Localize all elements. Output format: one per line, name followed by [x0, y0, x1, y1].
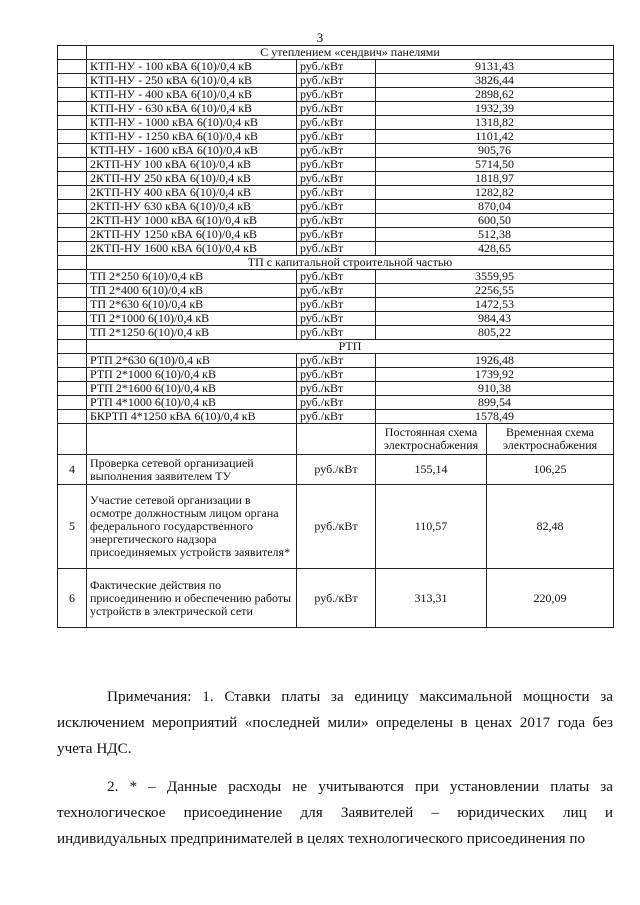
num-cell: [58, 382, 87, 396]
item-name: Проверка сетевой организацией выполнения заявителем ТУ: [87, 455, 297, 485]
table-row: [58, 228, 614, 242]
table-row: [58, 186, 614, 200]
permanent-value: 313,31: [376, 569, 487, 628]
item-name: 2КТП-НУ 1250 кВА 6(10)/0,4 кВ: [87, 228, 297, 242]
price-value: 1818,97: [376, 172, 614, 186]
item-name: РТП 2*1600 6(10)/0,4 кВ: [87, 382, 297, 396]
unit-cell: руб./кВт: [297, 102, 376, 116]
item-name: ТП 2*400 6(10)/0,4 кВ: [87, 284, 297, 298]
table-row: [58, 130, 614, 144]
num-cell: [58, 242, 87, 256]
unit-cell: руб./кВт: [297, 200, 376, 214]
num-cell: [58, 144, 87, 158]
unit-cell: руб./кВт: [297, 485, 376, 569]
unit-cell: руб./кВт: [297, 186, 376, 200]
section-title: С утеплением «сендвич» панелями: [87, 46, 614, 60]
unit-cell: руб./кВт: [297, 172, 376, 186]
num-cell: [58, 116, 87, 130]
price-value: 2256,55: [376, 284, 614, 298]
num-cell: [58, 74, 87, 88]
price-value: 1578,49: [376, 410, 614, 424]
section-title: РТП: [87, 340, 614, 354]
item-name: 2КТП-НУ 250 кВА 6(10)/0,4 кВ: [87, 172, 297, 186]
table-row: [58, 172, 614, 186]
price-value: 428,65: [376, 242, 614, 256]
price-value: 870,04: [376, 200, 614, 214]
unit-cell: руб./кВт: [297, 326, 376, 340]
numbered-row: [58, 455, 614, 485]
table-row: [58, 312, 614, 326]
note-2: 2. * – Данные расходы не учитываются при установлении платы за технологическое присоединение для Заявителей – юридических лиц и индивидуальных предпринимателей в целях технологического присоединения по: [57, 778, 613, 847]
price-value: 1101,42: [376, 130, 614, 144]
num-cell: [58, 270, 87, 284]
table-row: [58, 354, 614, 368]
price-value: 1739,92: [376, 368, 614, 382]
num-cell: [58, 130, 87, 144]
table-row: [58, 368, 614, 382]
unit-cell: руб./кВт: [297, 130, 376, 144]
price-value: 805,22: [376, 326, 614, 340]
price-value: 600,50: [376, 214, 614, 228]
price-value: 1282,82: [376, 186, 614, 200]
item-name: КТП-НУ - 100 кВА 6(10)/0,4 кВ: [87, 60, 297, 74]
price-value: 899,54: [376, 396, 614, 410]
table-row: [58, 74, 614, 88]
table-row: [58, 158, 614, 172]
table-row: [58, 144, 614, 158]
price-value: 1318,82: [376, 116, 614, 130]
price-value: 2898,62: [376, 88, 614, 102]
item-name: БКРТП 4*1250 кВА 6(10)/0,4 кВ: [87, 410, 297, 424]
item-name: КТП-НУ - 1000 кВА 6(10)/0,4 кВ: [87, 116, 297, 130]
item-name: КТП-НУ - 1600 кВА 6(10)/0,4 кВ: [87, 144, 297, 158]
unit-cell: руб./кВт: [297, 228, 376, 242]
table-row: [58, 298, 614, 312]
permanent-value: 110,57: [376, 485, 487, 569]
unit-cell: руб./кВт: [297, 214, 376, 228]
unit-cell: руб./кВт: [297, 569, 376, 628]
item-name: 2КТП-НУ 1000 кВА 6(10)/0,4 кВ: [87, 214, 297, 228]
num-cell: [58, 312, 87, 326]
page-number: 3: [316, 30, 324, 45]
note-1: Примечания: 1. Ставки платы за единицу максимальной мощности за исключением мероприятий «последней мили» определены в ценах 2017 года без учета НДС.: [57, 688, 613, 757]
unit-cell: руб./кВт: [297, 284, 376, 298]
item-name: КТП-НУ - 630 кВА 6(10)/0,4 кВ: [87, 102, 297, 116]
table-row: [58, 270, 614, 284]
price-value: 1926,48: [376, 354, 614, 368]
item-name: РТП 4*1000 6(10)/0,4 кВ: [87, 396, 297, 410]
price-value: 3826,44: [376, 74, 614, 88]
num-cell: [58, 298, 87, 312]
permanent-value: 155,14: [376, 455, 487, 485]
price-value: 512,38: [376, 228, 614, 242]
table-row: [58, 284, 614, 298]
column-header-row: [58, 424, 614, 455]
item-name: 2КТП-НУ 400 кВА 6(10)/0,4 кВ: [87, 186, 297, 200]
row-number: 5: [58, 485, 87, 569]
num-cell: [58, 396, 87, 410]
num-cell: [58, 368, 87, 382]
section-header-row: [58, 340, 614, 354]
unit-cell: руб./кВт: [297, 270, 376, 284]
num-cell: [58, 46, 87, 60]
table-row: [58, 88, 614, 102]
item-name: КТП-НУ - 1250 кВА 6(10)/0,4 кВ: [87, 130, 297, 144]
item-name: 2КТП-НУ 100 кВА 6(10)/0,4 кВ: [87, 158, 297, 172]
num-cell: [58, 340, 87, 354]
tariff-table-body: [58, 46, 614, 628]
unit-cell: руб./кВт: [297, 144, 376, 158]
header-temporary: Временная схема электроснабжения: [487, 424, 614, 455]
price-value: 5714,50: [376, 158, 614, 172]
price-value: 910,38: [376, 382, 614, 396]
num-cell: [58, 172, 87, 186]
table-row: [58, 410, 614, 424]
row-number: 4: [58, 455, 87, 485]
empty-cell: [87, 424, 297, 455]
item-name: 2КТП-НУ 1600 кВА 6(10)/0,4 кВ: [87, 242, 297, 256]
tariff-table: [57, 45, 614, 628]
price-value: 1932,39: [376, 102, 614, 116]
num-cell: [58, 410, 87, 424]
numbered-row: [58, 485, 614, 569]
item-name: ТП 2*1250 6(10)/0,4 кВ: [87, 326, 297, 340]
item-name: ТП 2*1000 6(10)/0,4 кВ: [87, 312, 297, 326]
unit-cell: руб./кВт: [297, 312, 376, 326]
temporary-value: 106,25: [487, 455, 614, 485]
table-row: [58, 396, 614, 410]
unit-cell: руб./кВт: [297, 158, 376, 172]
unit-cell: руб./кВт: [297, 382, 376, 396]
num-cell: [58, 60, 87, 74]
unit-cell: руб./кВт: [297, 298, 376, 312]
temporary-value: 220,09: [487, 569, 614, 628]
unit-cell: руб./кВт: [297, 410, 376, 424]
item-name: ТП 2*250 6(10)/0,4 кВ: [87, 270, 297, 284]
num-cell: [58, 326, 87, 340]
num-cell: [58, 214, 87, 228]
unit-cell: руб./кВт: [297, 368, 376, 382]
section-header-row: [58, 46, 614, 60]
item-name: Участие сетевой организации в осмотре должностным лицом органа федерального государственного энергетического надзора присоединяемых устройств заявителя*: [87, 485, 297, 569]
num-cell: [58, 102, 87, 116]
price-value: 9131,43: [376, 60, 614, 74]
unit-cell: руб./кВт: [297, 242, 376, 256]
section-title: ТП с капитальной строительной частью: [87, 256, 614, 270]
unit-cell: руб./кВт: [297, 354, 376, 368]
notes: [57, 684, 613, 852]
table-row: [58, 214, 614, 228]
num-cell: [58, 256, 87, 270]
item-name: КТП-НУ - 400 кВА 6(10)/0,4 кВ: [87, 88, 297, 102]
table-row: [58, 116, 614, 130]
table-row: [58, 242, 614, 256]
table-row: [58, 200, 614, 214]
unit-cell: руб./кВт: [297, 60, 376, 74]
unit-cell: руб./кВт: [297, 74, 376, 88]
unit-cell: руб./кВт: [297, 396, 376, 410]
item-name: ТП 2*630 6(10)/0,4 кВ: [87, 298, 297, 312]
numbered-row: [58, 569, 614, 628]
price-value: 984,43: [376, 312, 614, 326]
unit-cell: руб./кВт: [297, 455, 376, 485]
item-name: РТП 2*1000 6(10)/0,4 кВ: [87, 368, 297, 382]
temporary-value: 82,48: [487, 485, 614, 569]
num-cell: [58, 158, 87, 172]
row-number: 6: [58, 569, 87, 628]
price-value: 905,76: [376, 144, 614, 158]
num-cell: [58, 284, 87, 298]
item-name: РТП 2*630 6(10)/0,4 кВ: [87, 354, 297, 368]
item-name: КТП-НУ - 250 кВА 6(10)/0,4 кВ: [87, 74, 297, 88]
table-row: [58, 102, 614, 116]
num-cell: [58, 424, 87, 455]
price-value: 3559,95: [376, 270, 614, 284]
table-row: [58, 326, 614, 340]
table-row: [58, 382, 614, 396]
item-name: Фактические действия по присоединению и обеспечению работы устройств в электрической сети: [87, 569, 297, 628]
empty-cell: [297, 424, 376, 455]
num-cell: [58, 354, 87, 368]
item-name: 2КТП-НУ 630 кВА 6(10)/0,4 кВ: [87, 200, 297, 214]
num-cell: [58, 186, 87, 200]
num-cell: [58, 88, 87, 102]
unit-cell: руб./кВт: [297, 88, 376, 102]
header-permanent: Постоянная схема электроснабжения: [376, 424, 487, 455]
section-header-row: [58, 256, 614, 270]
num-cell: [58, 200, 87, 214]
table-row: [58, 60, 614, 74]
price-value: 1472,53: [376, 298, 614, 312]
num-cell: [58, 228, 87, 242]
unit-cell: руб./кВт: [297, 116, 376, 130]
